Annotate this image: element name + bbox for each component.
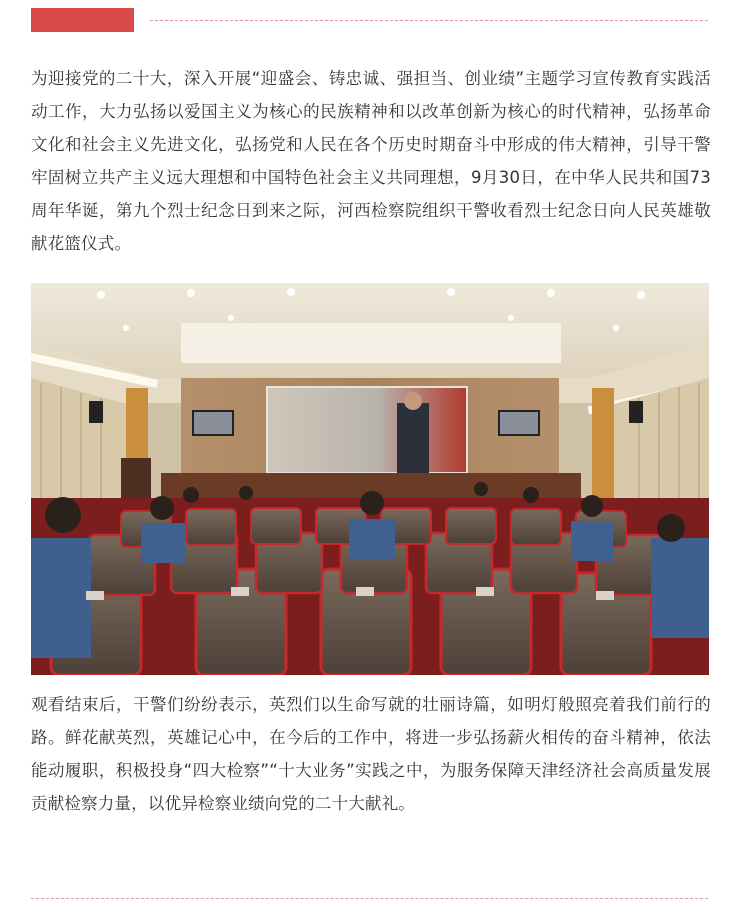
footer-dashed-divider bbox=[31, 898, 708, 899]
header-dashed-divider bbox=[150, 20, 708, 21]
article-paragraph-conclusion: 观看结束后，干警们纷纷表示，英烈们以生命写就的壮丽诗篇，如明灯般照亮着我们前行的路。鲜花献英烈，英雄记心中，在今后的工作中，将进一步弘扬薪火相传的奋斗精神，依法能动履职，积极投身“四大检察”“十大业务”实践之中，为服务保障天津经济社会高质量发展贡献检察力量，以优异检察业绩向党的二十大献礼。 bbox=[31, 695, 711, 813]
header-accent-bar bbox=[31, 8, 134, 32]
article-paragraph-intro: 为迎接党的二十大，深入开展“迎盛会、铸忠诚、强担当、创业绩”主题学习宣传教育实践活动工作，大力弘扬以爱国主义为核心的民族精神和以改革创新为核心的时代精神，弘扬革命文化和社会主义先进文化，弘扬党和人民在各个历史时期奋斗中形成的伟大精神，引导干警牢固树立共产主义远大理想和中国特色社会主义共同理想，9月30日，在中华人民共和国73周年华诞，第九个烈士纪念日到来之际，河西检察院组织干警收看烈士纪念日向人民英雄敬献花篮仪式。 bbox=[31, 69, 711, 253]
meeting-hall-photo bbox=[31, 283, 709, 675]
